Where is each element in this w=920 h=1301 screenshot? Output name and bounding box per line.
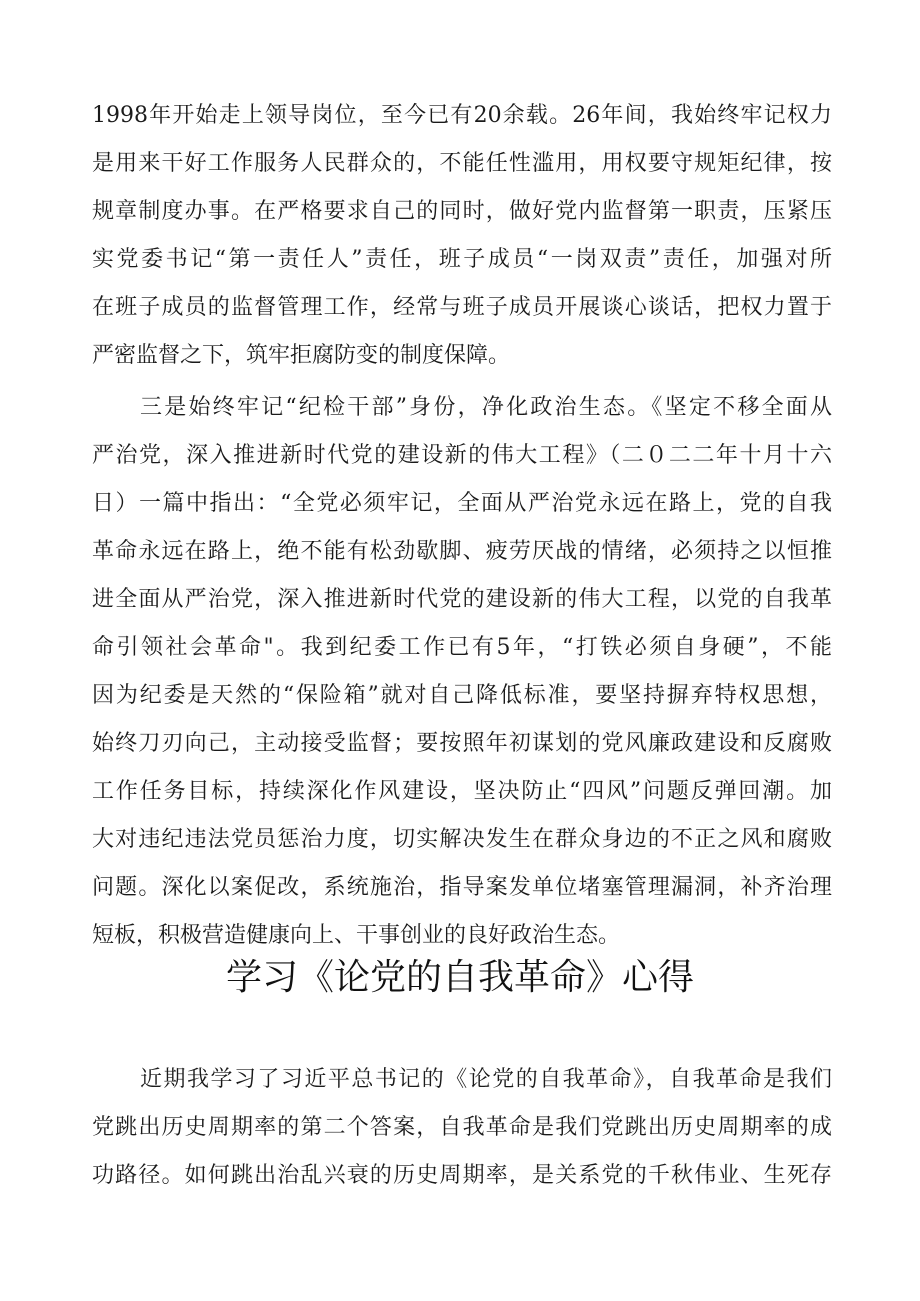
paragraph-line: 短板，积极营造健康向上、干事创业的良好政治生态。 xyxy=(92,923,621,948)
paragraph-line: 因为纪委是天然的“保险箱”就对自己降低标准，要坚持摒弃特权思想， xyxy=(92,683,832,708)
paragraph-line: 实党委书记“第一责任人”责任，班子成员“一岗双责”责任，加强对所 xyxy=(92,247,832,272)
paragraph-line: 三是始终牢记“纪检干部”身份，净化政治生态。《坚定不移全面从 xyxy=(140,395,832,420)
paragraph-line: 严密监督之下，筑牢拒腐防变的制度保障。 xyxy=(92,343,511,368)
paragraph-line: 是用来干好工作服务人民群众的，不能任性滥用，用权要守规矩纪律，按 xyxy=(92,151,832,176)
paragraph-line: 大对违纪违法党员惩治力度，切实解决发生在群众身边的不正之风和腐败 xyxy=(92,827,832,852)
paragraph-line: 日）一篇中指出：“全党必须牢记，全面从严治党永远在路上，党的自我 xyxy=(92,491,832,516)
paragraph-line: 工作任务目标，持续深化作风建设，坚决防止“四风”问题反弹回潮。加 xyxy=(92,779,832,804)
paragraph-line: 始终刀刃向己，主动接受监督；要按照年初谋划的党风廉政建设和反腐败 xyxy=(92,731,832,756)
paragraph-line: 进全面从严治党，深入推进新时代党的建设新的伟大工程，以党的自我革 xyxy=(92,587,832,612)
paragraph-line: 命引领社会革命"。我到纪委工作已有5年，“打铁必须自身硬”，不能 xyxy=(92,635,832,660)
paragraph-line: 严治党，深入推进新时代党的建设新的伟大工程》（二０二二年十月十六 xyxy=(92,443,832,468)
paragraph-line: 功路径。如何跳出治乱兴衰的历史周期率，是关系党的千秋伟业、生死存 xyxy=(92,1163,832,1188)
paragraph-line: 在班子成员的监督管理工作，经常与班子成员开展谈心谈话，把权力置于 xyxy=(92,295,832,320)
paragraph-line: 1998年开始走上领导岗位，至今已有20余载。26年间，我始终牢记权力 xyxy=(92,103,832,128)
paragraph-line: 问题。深化以案促改，系统施治，指导案发单位堵塞管理漏洞，补齐治理 xyxy=(92,875,832,900)
paragraph-line: 近期我学习了习近平总书记的《论党的自我革命》，自我革命是我们 xyxy=(140,1067,832,1092)
paragraph-line: 规章制度办事。在严格要求自己的同时，做好党内监督第一职责，压紧压 xyxy=(92,199,832,224)
paragraph-line: 革命永远在路上，绝不能有松劲歇脚、疲劳厌战的情绪，必须持之以恒推 xyxy=(92,539,832,564)
article-title: 学习《论党的自我革命》心得 xyxy=(225,957,694,998)
paragraph-line: 党跳出历史周期率的第二个答案，自我革命是我们党跳出历史周期率的成 xyxy=(92,1115,832,1140)
